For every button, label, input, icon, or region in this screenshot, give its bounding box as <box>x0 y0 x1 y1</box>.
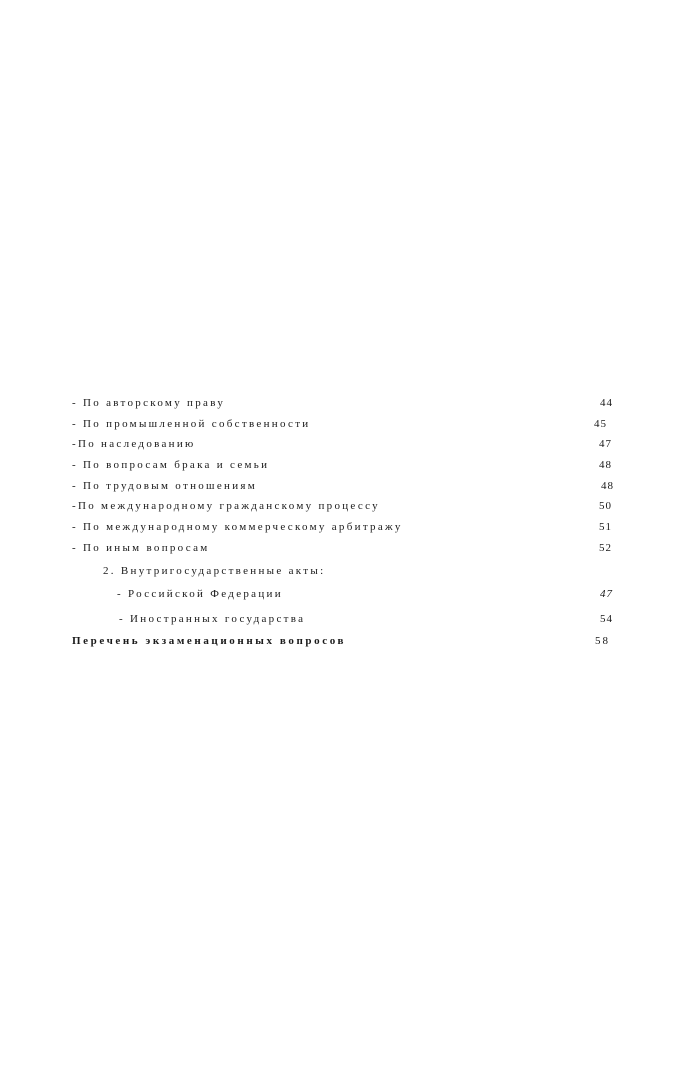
toc-entry-label: -По международному гражданскому процессу <box>72 500 380 512</box>
toc-entry-page: 58 <box>595 635 610 647</box>
toc-entry-page: 48 <box>599 459 612 471</box>
toc-entry-industrial-property <box>0 418 684 436</box>
toc-entry-exam-questions <box>0 635 684 653</box>
toc-entry-foreign-states <box>0 613 684 631</box>
toc-section-domestic-acts <box>0 565 684 583</box>
toc-entry-page: 54 <box>600 613 613 625</box>
toc-entry-label: - Иностранных государства <box>119 613 306 625</box>
toc-entry-commercial-arbitration <box>0 521 684 539</box>
toc-entry-label: - По международному коммерческому арбитражу <box>72 521 403 533</box>
toc-entry-page: 47 <box>599 438 612 450</box>
toc-entry-labor-relations <box>0 480 684 498</box>
toc-entry-page: 45 <box>594 418 607 430</box>
toc-entry-label: - По вопросам брака и семьи <box>72 459 270 471</box>
toc-entry-page: 48 <box>601 480 614 492</box>
toc-entry-label: -По наследованию <box>72 438 196 450</box>
toc-entry-page: 44 <box>600 397 613 409</box>
toc-entry-label: - По иным вопросам <box>72 542 210 554</box>
toc-entry-other-issues <box>0 542 684 560</box>
toc-entry-copyright <box>0 397 684 415</box>
toc-entry-page: 47 <box>600 588 613 600</box>
toc-entry-label: - По трудовым отношениям <box>72 480 257 492</box>
toc-entry-russian-federation <box>0 588 684 606</box>
toc-entry-label: Перечень экзаменационных вопросов <box>72 635 347 647</box>
toc-entry-page: 52 <box>599 542 612 554</box>
toc-section-label: 2. Внутригосударственные акты: <box>103 565 326 577</box>
toc-entry-label: - Российской Федерации <box>117 588 283 600</box>
toc-entry-label: - По авторскому праву <box>72 397 226 409</box>
toc-entry-page: 50 <box>599 500 612 512</box>
toc-entry-page: 51 <box>599 521 612 533</box>
toc-entry-label: - По промышленной собственности <box>72 418 311 430</box>
toc-entry-inheritance <box>0 438 684 456</box>
toc-entry-marriage-family <box>0 459 684 477</box>
toc-entry-civil-procedure <box>0 500 684 518</box>
